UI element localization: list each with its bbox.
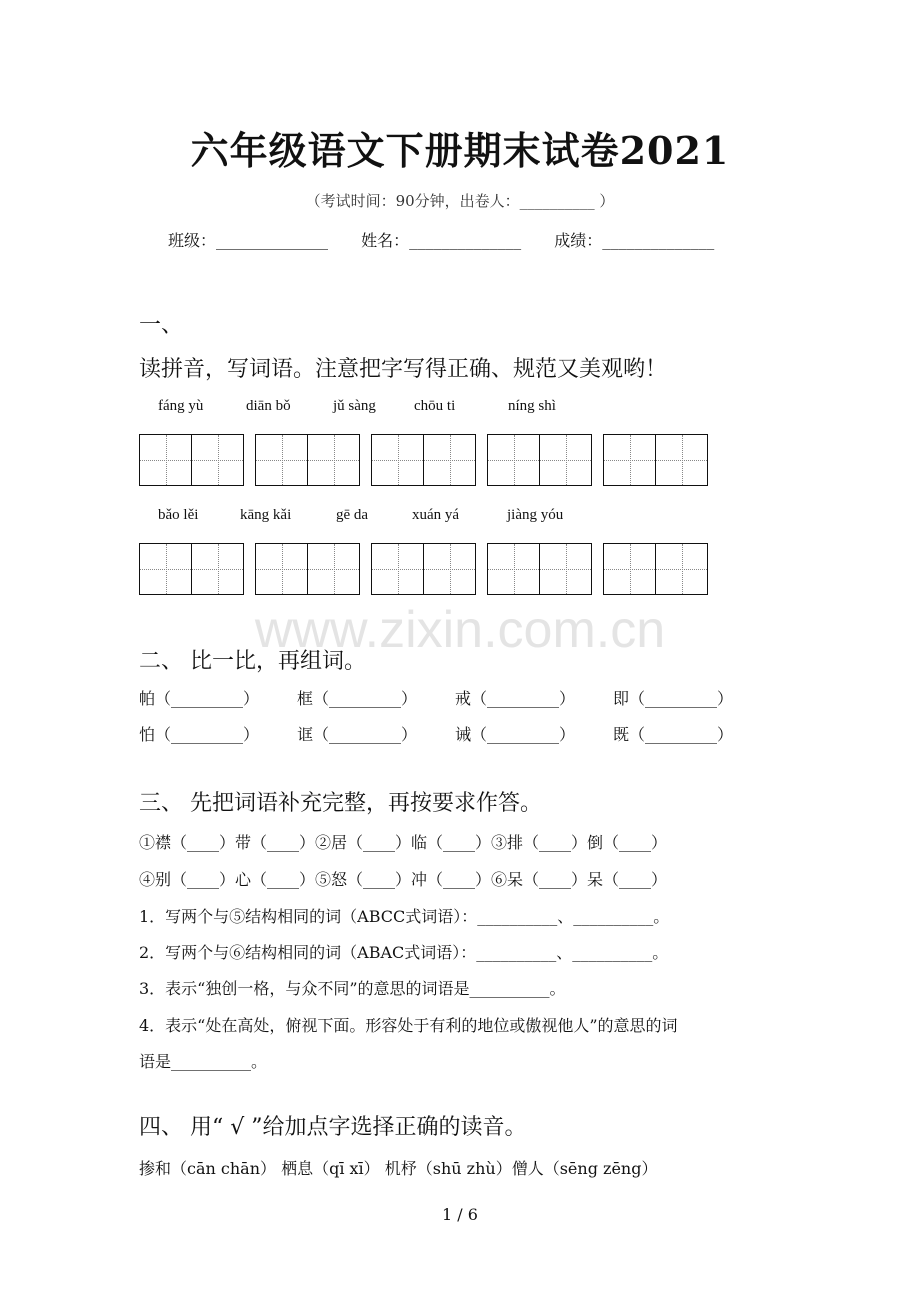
writing-box[interactable] [487, 543, 592, 595]
compare-item: 怕（_________） [139, 725, 260, 744]
question-1: 1．写两个与⑤结构相同的词（ABCC式词语）：__________、__________。 [139, 907, 670, 926]
section2-heading: 二、 比一比，再组词。 [139, 649, 366, 674]
question-4: 4．表示“处在高处，俯视下面。形容处于有利的地位或傲视他人”的意思的词 [139, 1016, 678, 1035]
writing-grid-row-1 [139, 434, 719, 486]
compare-item: 诫（_________） [455, 725, 576, 744]
question-4-cont: 语是__________。 [139, 1052, 268, 1071]
pinyin-7: kāng kǎi [240, 507, 292, 523]
pronunciation-line: 掺和（cān chān） 栖息（qī xī） 机杼（shū zhù）僧人（sēng zēng） [139, 1159, 658, 1178]
pinyin-6: bǎo lěi [158, 507, 199, 523]
pinyin-10: jiàng yóu [507, 507, 564, 523]
writing-box[interactable] [371, 434, 476, 486]
compare-item: 框（_________） [297, 689, 418, 708]
idiom-line-2: ④别（____）心（____）⑤怒（____）冲（____）⑥呆（____）呆（____） [139, 870, 668, 889]
exam-info: （考试时间：90分钟，出卷人：__________ ） [305, 192, 615, 210]
pinyin-1: fáng yù [158, 398, 204, 414]
writing-box[interactable] [487, 434, 592, 486]
writing-box[interactable] [603, 434, 708, 486]
name-field: 姓名：______________ [361, 231, 522, 250]
compare-item: 帕（_________） [139, 689, 260, 708]
section1-instruction: 读拼音，写词语。注意把字写得正确、规范又美观哟！ [139, 357, 668, 382]
score-field: 成绩：______________ [554, 231, 715, 250]
question-3: 3．表示“独创一格，与众不同”的意思的词语是__________。 [139, 979, 566, 998]
compare-item: 即（_________） [613, 689, 734, 708]
pinyin-3: jǔ sàng [333, 398, 376, 414]
class-field: 班级：______________ [168, 231, 329, 250]
writing-box[interactable] [371, 543, 476, 595]
writing-box[interactable] [603, 543, 708, 595]
pinyin-2: diān bǒ [246, 398, 291, 414]
section3-heading: 三、 先把词语补充完整，再按要求作答。 [139, 791, 542, 816]
writing-box[interactable] [255, 434, 360, 486]
section4-heading: 四、 用“ √ ”给加点字选择正确的读音。 [139, 1115, 527, 1140]
writing-box[interactable] [139, 434, 244, 486]
question-2: 2．写两个与⑥结构相同的词（ABAC式词语）：__________、__________。 [139, 943, 669, 962]
watermark: www.zixin.com.cn [254, 601, 666, 659]
compare-item: 既（_________） [613, 725, 734, 744]
section1-number: 一、 [139, 313, 184, 338]
idiom-line-1: ①襟（____）带（____）②居（____）临（____）③排（____）倒（____） [139, 833, 668, 852]
page-number: 1 / 6 [442, 1205, 478, 1224]
pinyin-5: níng shì [508, 398, 556, 414]
pinyin-4: chōu ti [414, 398, 456, 414]
writing-box[interactable] [139, 543, 244, 595]
compare-item: 诓（_________） [297, 725, 418, 744]
writing-grid-row-2 [139, 543, 719, 595]
student-fields [168, 228, 742, 251]
compare-item: 戒（_________） [455, 689, 576, 708]
pinyin-9: xuán yá [412, 507, 460, 523]
pinyin-8: gē da [336, 507, 369, 523]
compare-row-1 [139, 686, 771, 709]
compare-row-2 [139, 722, 771, 745]
writing-box[interactable] [255, 543, 360, 595]
page-title: 六年级语文下册期末试卷2021 [190, 128, 730, 173]
